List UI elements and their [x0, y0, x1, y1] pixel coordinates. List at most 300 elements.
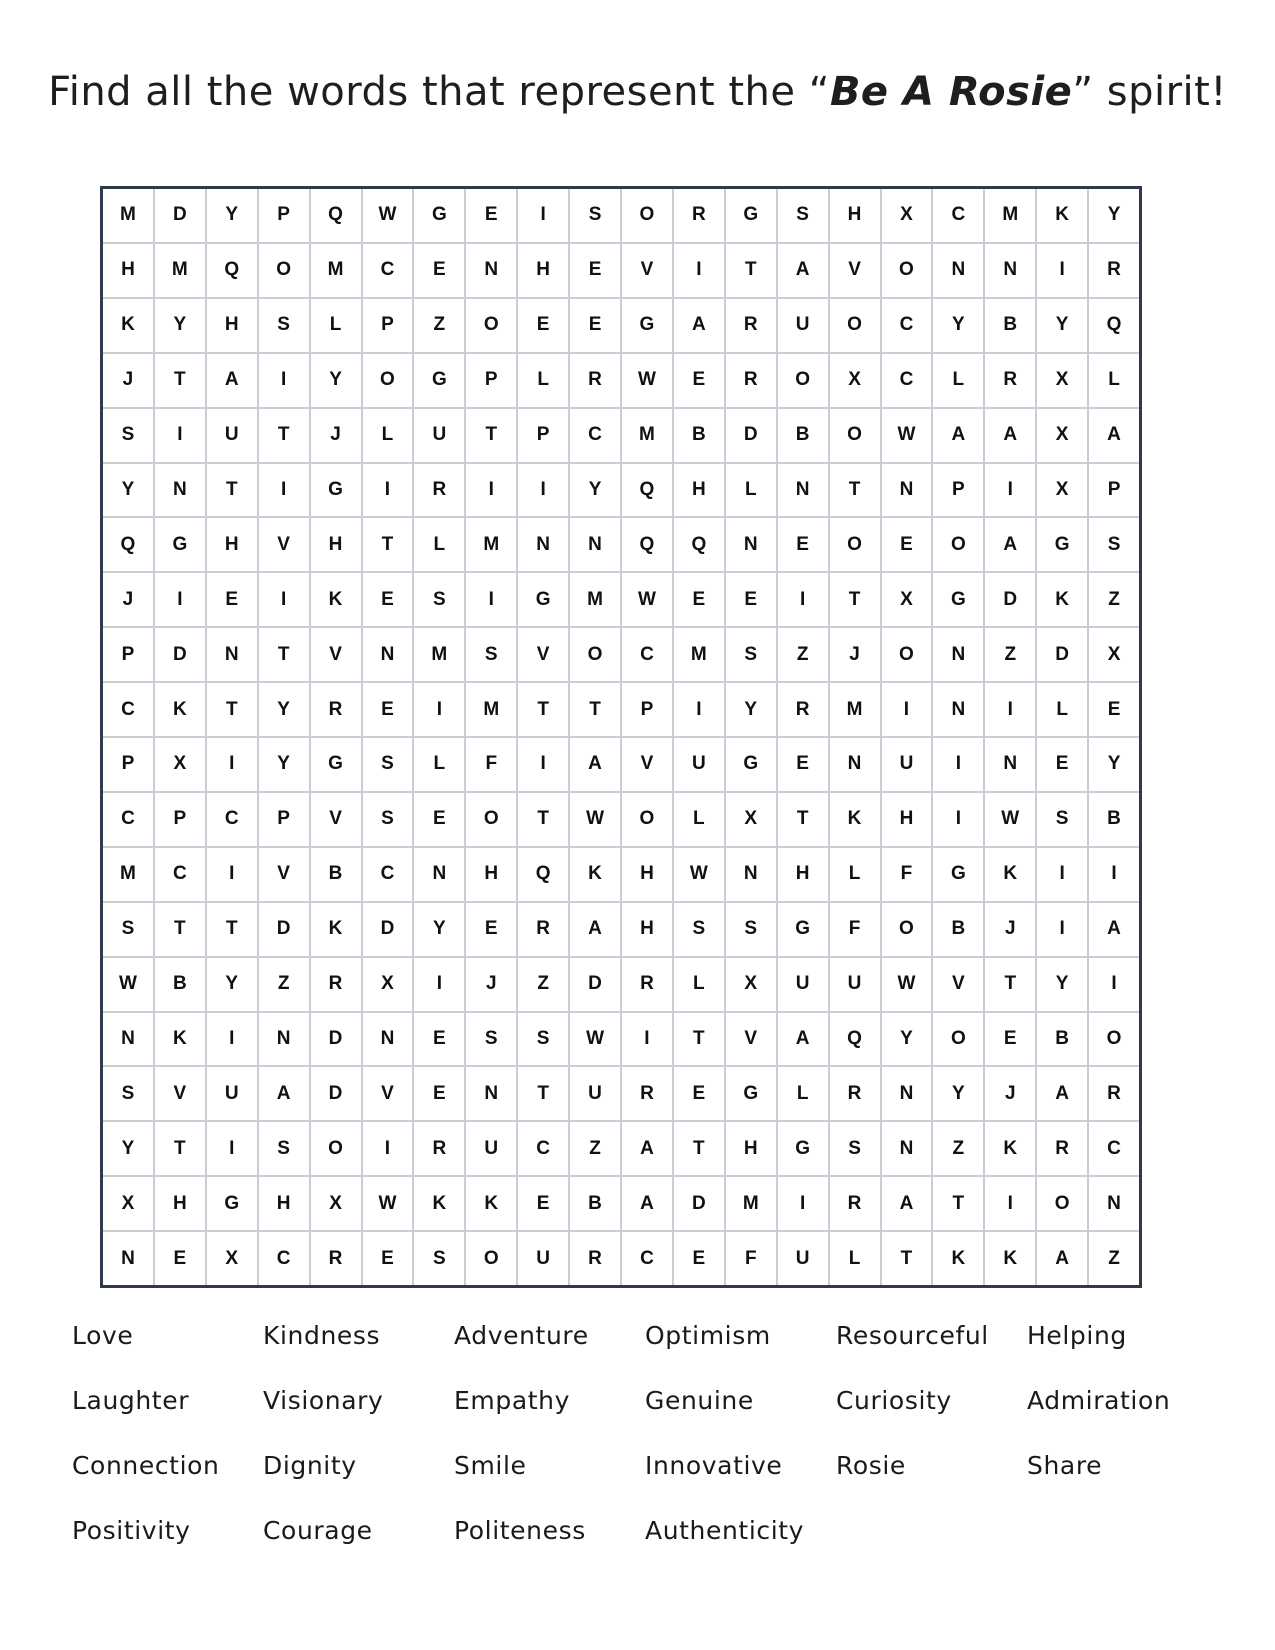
grid-cell[interactable]: A — [1089, 409, 1139, 462]
grid-cell[interactable]: Q — [311, 189, 361, 242]
grid-cell[interactable]: T — [155, 354, 205, 407]
grid-cell[interactable]: E — [518, 1177, 568, 1230]
grid-cell[interactable]: W — [363, 1177, 413, 1230]
grid-cell[interactable]: N — [466, 1067, 516, 1120]
grid-cell[interactable]: Y — [103, 1122, 153, 1175]
grid-cell[interactable]: H — [259, 1177, 309, 1230]
grid-cell[interactable]: U — [778, 299, 828, 352]
grid-cell[interactable]: E — [414, 1013, 464, 1066]
grid-cell[interactable]: U — [882, 738, 932, 791]
grid-cell[interactable]: U — [830, 958, 880, 1011]
grid-cell[interactable]: B — [778, 409, 828, 462]
grid-cell[interactable]: Z — [778, 628, 828, 681]
grid-cell[interactable]: I — [207, 738, 257, 791]
grid-cell[interactable]: K — [311, 573, 361, 626]
grid-cell[interactable]: M — [570, 573, 620, 626]
grid-cell[interactable]: Z — [985, 628, 1035, 681]
grid-cell[interactable]: V — [259, 518, 309, 571]
grid-cell[interactable]: C — [882, 354, 932, 407]
grid-cell[interactable]: A — [570, 903, 620, 956]
grid-cell[interactable]: C — [622, 1232, 672, 1285]
grid-cell[interactable]: B — [933, 903, 983, 956]
grid-cell[interactable]: W — [103, 958, 153, 1011]
grid-cell[interactable]: N — [830, 738, 880, 791]
grid-cell[interactable]: H — [830, 189, 880, 242]
grid-cell[interactable]: V — [311, 628, 361, 681]
grid-cell[interactable]: C — [207, 793, 257, 846]
grid-cell[interactable]: T — [778, 793, 828, 846]
grid-cell[interactable]: P — [103, 738, 153, 791]
grid-cell[interactable]: B — [1089, 793, 1139, 846]
grid-cell[interactable]: S — [414, 573, 464, 626]
grid-cell[interactable]: I — [207, 1122, 257, 1175]
grid-cell[interactable]: H — [726, 1122, 776, 1175]
grid-cell[interactable]: R — [726, 354, 776, 407]
grid-cell[interactable]: H — [155, 1177, 205, 1230]
grid-cell[interactable]: R — [414, 1122, 464, 1175]
grid-cell[interactable]: W — [570, 793, 620, 846]
grid-cell[interactable]: N — [414, 848, 464, 901]
grid-cell[interactable]: A — [778, 244, 828, 297]
grid-cell[interactable]: X — [155, 738, 205, 791]
grid-cell[interactable]: E — [778, 738, 828, 791]
grid-cell[interactable]: N — [882, 1067, 932, 1120]
grid-cell[interactable]: N — [155, 464, 205, 517]
grid-cell[interactable]: N — [933, 244, 983, 297]
grid-cell[interactable]: N — [1089, 1177, 1139, 1230]
grid-cell[interactable]: P — [518, 409, 568, 462]
grid-cell[interactable]: I — [466, 573, 516, 626]
grid-cell[interactable]: A — [882, 1177, 932, 1230]
grid-cell[interactable]: U — [518, 1232, 568, 1285]
grid-cell[interactable]: E — [518, 299, 568, 352]
grid-cell[interactable]: A — [570, 738, 620, 791]
grid-cell[interactable]: S — [1089, 518, 1139, 571]
grid-cell[interactable]: U — [674, 738, 724, 791]
grid-cell[interactable]: X — [207, 1232, 257, 1285]
grid-cell[interactable]: Y — [1037, 958, 1087, 1011]
grid-cell[interactable]: Z — [414, 299, 464, 352]
grid-cell[interactable]: O — [882, 628, 932, 681]
grid-cell[interactable]: O — [259, 244, 309, 297]
grid-cell[interactable]: J — [466, 958, 516, 1011]
grid-cell[interactable]: S — [726, 903, 776, 956]
grid-cell[interactable]: G — [311, 738, 361, 791]
grid-cell[interactable]: S — [778, 189, 828, 242]
grid-cell[interactable]: U — [414, 409, 464, 462]
grid-cell[interactable]: J — [311, 409, 361, 462]
grid-cell[interactable]: H — [674, 464, 724, 517]
grid-cell[interactable]: C — [882, 299, 932, 352]
grid-cell[interactable]: X — [882, 189, 932, 242]
grid-cell[interactable]: T — [518, 683, 568, 736]
grid-cell[interactable]: K — [933, 1232, 983, 1285]
grid-cell[interactable]: D — [1037, 628, 1087, 681]
grid-cell[interactable]: L — [830, 848, 880, 901]
grid-cell[interactable]: P — [622, 683, 672, 736]
grid-cell[interactable]: K — [570, 848, 620, 901]
grid-cell[interactable]: C — [259, 1232, 309, 1285]
grid-cell[interactable]: R — [414, 464, 464, 517]
grid-cell[interactable]: L — [1037, 683, 1087, 736]
grid-cell[interactable]: R — [311, 1232, 361, 1285]
grid-cell[interactable]: F — [726, 1232, 776, 1285]
grid-cell[interactable]: P — [259, 793, 309, 846]
grid-cell[interactable]: I — [518, 464, 568, 517]
grid-cell[interactable]: X — [830, 354, 880, 407]
grid-cell[interactable]: S — [103, 1067, 153, 1120]
grid-cell[interactable]: M — [674, 628, 724, 681]
grid-cell[interactable]: D — [985, 573, 1035, 626]
grid-cell[interactable]: K — [985, 1232, 1035, 1285]
grid-cell[interactable]: X — [363, 958, 413, 1011]
grid-cell[interactable]: R — [1037, 1122, 1087, 1175]
grid-cell[interactable]: T — [155, 903, 205, 956]
grid-cell[interactable]: H — [207, 518, 257, 571]
grid-cell[interactable]: N — [259, 1013, 309, 1066]
grid-cell[interactable]: E — [363, 683, 413, 736]
grid-cell[interactable]: K — [103, 299, 153, 352]
grid-cell[interactable]: Y — [570, 464, 620, 517]
grid-cell[interactable]: X — [882, 573, 932, 626]
grid-cell[interactable]: R — [518, 903, 568, 956]
grid-cell[interactable]: I — [259, 464, 309, 517]
grid-cell[interactable]: Y — [259, 738, 309, 791]
grid-cell[interactable]: A — [985, 409, 1035, 462]
grid-cell[interactable]: T — [259, 628, 309, 681]
grid-cell[interactable]: J — [103, 354, 153, 407]
grid-cell[interactable]: P — [103, 628, 153, 681]
grid-cell[interactable]: D — [311, 1067, 361, 1120]
grid-cell[interactable]: A — [674, 299, 724, 352]
grid-cell[interactable]: M — [466, 518, 516, 571]
grid-cell[interactable]: C — [1089, 1122, 1139, 1175]
grid-cell[interactable]: G — [778, 903, 828, 956]
grid-cell[interactable]: J — [830, 628, 880, 681]
grid-cell[interactable]: I — [778, 1177, 828, 1230]
grid-cell[interactable]: K — [1037, 189, 1087, 242]
grid-cell[interactable]: I — [1089, 848, 1139, 901]
grid-cell[interactable]: I — [1037, 848, 1087, 901]
grid-cell[interactable]: F — [830, 903, 880, 956]
grid-cell[interactable]: I — [207, 848, 257, 901]
grid-cell[interactable]: Y — [1037, 299, 1087, 352]
grid-cell[interactable]: Q — [518, 848, 568, 901]
grid-cell[interactable]: P — [1089, 464, 1139, 517]
grid-cell[interactable]: I — [882, 683, 932, 736]
grid-cell[interactable]: X — [1037, 409, 1087, 462]
grid-cell[interactable]: D — [570, 958, 620, 1011]
grid-cell[interactable]: P — [259, 189, 309, 242]
grid-cell[interactable]: I — [985, 683, 1035, 736]
grid-cell[interactable]: M — [103, 189, 153, 242]
grid-cell[interactable]: I — [259, 354, 309, 407]
grid-cell[interactable]: W — [882, 409, 932, 462]
grid-cell[interactable]: Z — [1089, 1232, 1139, 1285]
grid-cell[interactable]: F — [882, 848, 932, 901]
grid-cell[interactable]: Y — [207, 958, 257, 1011]
grid-cell[interactable]: Q — [830, 1013, 880, 1066]
grid-cell[interactable]: O — [466, 1232, 516, 1285]
grid-cell[interactable]: S — [259, 1122, 309, 1175]
grid-cell[interactable]: U — [466, 1122, 516, 1175]
grid-cell[interactable]: N — [103, 1232, 153, 1285]
grid-cell[interactable]: O — [466, 299, 516, 352]
grid-cell[interactable]: N — [933, 683, 983, 736]
grid-cell[interactable]: Y — [933, 299, 983, 352]
grid-cell[interactable]: H — [882, 793, 932, 846]
grid-cell[interactable]: I — [985, 1177, 1035, 1230]
grid-cell[interactable]: R — [622, 1067, 672, 1120]
grid-cell[interactable]: P — [155, 793, 205, 846]
grid-cell[interactable]: J — [985, 903, 1035, 956]
grid-cell[interactable]: K — [985, 1122, 1035, 1175]
grid-cell[interactable]: M — [103, 848, 153, 901]
grid-cell[interactable]: S — [570, 189, 620, 242]
grid-cell[interactable]: E — [570, 299, 620, 352]
grid-cell[interactable]: H — [622, 903, 672, 956]
grid-cell[interactable]: W — [882, 958, 932, 1011]
grid-cell[interactable]: W — [985, 793, 1035, 846]
grid-cell[interactable]: S — [363, 793, 413, 846]
grid-cell[interactable]: N — [103, 1013, 153, 1066]
grid-cell[interactable]: D — [155, 189, 205, 242]
grid-cell[interactable]: O — [933, 1013, 983, 1066]
grid-cell[interactable]: Q — [1089, 299, 1139, 352]
grid-cell[interactable]: D — [726, 409, 776, 462]
grid-cell[interactable]: N — [570, 518, 620, 571]
grid-cell[interactable]: Q — [622, 464, 672, 517]
grid-cell[interactable]: O — [933, 518, 983, 571]
grid-cell[interactable]: G — [311, 464, 361, 517]
grid-cell[interactable]: R — [622, 958, 672, 1011]
grid-cell[interactable]: T — [674, 1122, 724, 1175]
grid-cell[interactable]: T — [155, 1122, 205, 1175]
grid-cell[interactable]: K — [155, 1013, 205, 1066]
grid-cell[interactable]: V — [311, 793, 361, 846]
grid-cell[interactable]: B — [570, 1177, 620, 1230]
grid-cell[interactable]: O — [466, 793, 516, 846]
grid-cell[interactable]: H — [622, 848, 672, 901]
grid-cell[interactable]: U — [207, 1067, 257, 1120]
grid-cell[interactable]: O — [778, 354, 828, 407]
grid-cell[interactable]: N — [778, 464, 828, 517]
grid-cell[interactable]: V — [518, 628, 568, 681]
grid-cell[interactable]: T — [726, 244, 776, 297]
grid-cell[interactable]: Y — [207, 189, 257, 242]
grid-cell[interactable]: I — [363, 1122, 413, 1175]
grid-cell[interactable]: O — [622, 793, 672, 846]
grid-cell[interactable]: D — [259, 903, 309, 956]
grid-cell[interactable]: I — [933, 793, 983, 846]
grid-cell[interactable]: S — [363, 738, 413, 791]
grid-cell[interactable]: D — [363, 903, 413, 956]
grid-cell[interactable]: H — [466, 848, 516, 901]
grid-cell[interactable]: X — [1037, 464, 1087, 517]
grid-cell[interactable]: I — [518, 738, 568, 791]
grid-cell[interactable]: E — [155, 1232, 205, 1285]
grid-cell[interactable]: E — [674, 1232, 724, 1285]
grid-cell[interactable]: N — [985, 244, 1035, 297]
grid-cell[interactable]: R — [311, 958, 361, 1011]
grid-cell[interactable]: Q — [622, 518, 672, 571]
grid-cell[interactable]: T — [207, 464, 257, 517]
grid-cell[interactable]: Y — [1089, 189, 1139, 242]
grid-cell[interactable]: A — [207, 354, 257, 407]
grid-cell[interactable]: L — [674, 793, 724, 846]
grid-cell[interactable]: G — [726, 1067, 776, 1120]
grid-cell[interactable]: K — [155, 683, 205, 736]
grid-cell[interactable]: L — [933, 354, 983, 407]
grid-cell[interactable]: N — [363, 628, 413, 681]
grid-cell[interactable]: S — [103, 409, 153, 462]
grid-cell[interactable]: G — [207, 1177, 257, 1230]
grid-cell[interactable]: D — [674, 1177, 724, 1230]
grid-cell[interactable]: T — [259, 409, 309, 462]
grid-cell[interactable]: X — [1089, 628, 1139, 681]
grid-cell[interactable]: V — [622, 738, 672, 791]
grid-cell[interactable]: C — [518, 1122, 568, 1175]
grid-cell[interactable]: Y — [1089, 738, 1139, 791]
grid-cell[interactable]: L — [414, 518, 464, 571]
grid-cell[interactable]: I — [259, 573, 309, 626]
grid-cell[interactable]: H — [103, 244, 153, 297]
grid-cell[interactable]: K — [1037, 573, 1087, 626]
grid-cell[interactable]: C — [622, 628, 672, 681]
grid-cell[interactable]: T — [674, 1013, 724, 1066]
grid-cell[interactable]: I — [622, 1013, 672, 1066]
grid-cell[interactable]: V — [622, 244, 672, 297]
grid-cell[interactable]: A — [1037, 1067, 1087, 1120]
grid-cell[interactable]: Y — [103, 464, 153, 517]
grid-cell[interactable]: K — [414, 1177, 464, 1230]
grid-cell[interactable]: S — [518, 1013, 568, 1066]
grid-cell[interactable]: T — [518, 793, 568, 846]
grid-cell[interactable]: E — [363, 573, 413, 626]
grid-cell[interactable]: Y — [414, 903, 464, 956]
grid-cell[interactable]: R — [726, 299, 776, 352]
grid-cell[interactable]: N — [518, 518, 568, 571]
grid-cell[interactable]: V — [933, 958, 983, 1011]
grid-cell[interactable]: W — [570, 1013, 620, 1066]
grid-cell[interactable]: E — [1037, 738, 1087, 791]
grid-cell[interactable]: W — [363, 189, 413, 242]
grid-cell[interactable]: Y — [155, 299, 205, 352]
grid-cell[interactable]: I — [1037, 903, 1087, 956]
grid-cell[interactable]: H — [311, 518, 361, 571]
grid-cell[interactable]: G — [518, 573, 568, 626]
grid-cell[interactable]: D — [155, 628, 205, 681]
grid-cell[interactable]: N — [466, 244, 516, 297]
grid-cell[interactable]: S — [830, 1122, 880, 1175]
grid-cell[interactable]: S — [1037, 793, 1087, 846]
grid-cell[interactable]: O — [882, 903, 932, 956]
grid-cell[interactable]: V — [726, 1013, 776, 1066]
grid-cell[interactable]: E — [726, 573, 776, 626]
grid-cell[interactable]: T — [518, 1067, 568, 1120]
grid-cell[interactable]: X — [311, 1177, 361, 1230]
grid-cell[interactable]: E — [466, 903, 516, 956]
grid-cell[interactable]: I — [1089, 958, 1139, 1011]
grid-cell[interactable]: T — [570, 683, 620, 736]
grid-cell[interactable]: G — [778, 1122, 828, 1175]
grid-cell[interactable]: J — [103, 573, 153, 626]
grid-cell[interactable]: Y — [933, 1067, 983, 1120]
grid-cell[interactable]: I — [518, 189, 568, 242]
grid-cell[interactable]: E — [466, 189, 516, 242]
grid-cell[interactable]: M — [622, 409, 672, 462]
grid-cell[interactable]: U — [778, 958, 828, 1011]
grid-cell[interactable]: I — [674, 683, 724, 736]
grid-cell[interactable]: A — [933, 409, 983, 462]
grid-cell[interactable]: B — [674, 409, 724, 462]
grid-cell[interactable]: Y — [726, 683, 776, 736]
grid-cell[interactable]: I — [1037, 244, 1087, 297]
grid-cell[interactable]: X — [103, 1177, 153, 1230]
grid-cell[interactable]: Q — [207, 244, 257, 297]
grid-cell[interactable]: O — [622, 189, 672, 242]
grid-cell[interactable]: K — [311, 903, 361, 956]
grid-cell[interactable]: E — [414, 1067, 464, 1120]
grid-cell[interactable]: Y — [311, 354, 361, 407]
grid-cell[interactable]: I — [414, 958, 464, 1011]
grid-cell[interactable]: R — [1089, 244, 1139, 297]
grid-cell[interactable]: I — [778, 573, 828, 626]
grid-cell[interactable]: Q — [103, 518, 153, 571]
grid-cell[interactable]: A — [622, 1122, 672, 1175]
grid-cell[interactable]: R — [1089, 1067, 1139, 1120]
grid-cell[interactable]: T — [207, 683, 257, 736]
grid-cell[interactable]: M — [155, 244, 205, 297]
grid-cell[interactable]: E — [1089, 683, 1139, 736]
grid-cell[interactable]: G — [933, 573, 983, 626]
grid-cell[interactable]: D — [311, 1013, 361, 1066]
grid-cell[interactable]: E — [674, 354, 724, 407]
grid-cell[interactable]: W — [622, 354, 672, 407]
grid-cell[interactable]: G — [414, 354, 464, 407]
grid-cell[interactable]: L — [1089, 354, 1139, 407]
grid-cell[interactable]: X — [726, 793, 776, 846]
grid-cell[interactable]: A — [622, 1177, 672, 1230]
grid-cell[interactable]: U — [778, 1232, 828, 1285]
grid-cell[interactable]: C — [103, 793, 153, 846]
grid-cell[interactable]: Z — [259, 958, 309, 1011]
grid-cell[interactable]: C — [155, 848, 205, 901]
grid-cell[interactable]: S — [466, 628, 516, 681]
grid-cell[interactable]: E — [674, 1067, 724, 1120]
grid-cell[interactable]: J — [985, 1067, 1035, 1120]
grid-cell[interactable]: V — [259, 848, 309, 901]
grid-cell[interactable]: B — [985, 299, 1035, 352]
grid-cell[interactable]: T — [882, 1232, 932, 1285]
grid-cell[interactable]: R — [311, 683, 361, 736]
grid-cell[interactable]: A — [1089, 903, 1139, 956]
grid-cell[interactable]: L — [518, 354, 568, 407]
grid-cell[interactable]: B — [1037, 1013, 1087, 1066]
grid-cell[interactable]: U — [570, 1067, 620, 1120]
grid-cell[interactable]: R — [778, 683, 828, 736]
grid-cell[interactable]: T — [830, 464, 880, 517]
grid-cell[interactable]: S — [674, 903, 724, 956]
grid-cell[interactable]: G — [622, 299, 672, 352]
grid-cell[interactable]: C — [570, 409, 620, 462]
grid-cell[interactable]: A — [985, 518, 1035, 571]
grid-cell[interactable]: E — [414, 793, 464, 846]
grid-cell[interactable]: R — [674, 189, 724, 242]
grid-cell[interactable]: C — [363, 848, 413, 901]
grid-cell[interactable]: P — [363, 299, 413, 352]
grid-cell[interactable]: M — [466, 683, 516, 736]
